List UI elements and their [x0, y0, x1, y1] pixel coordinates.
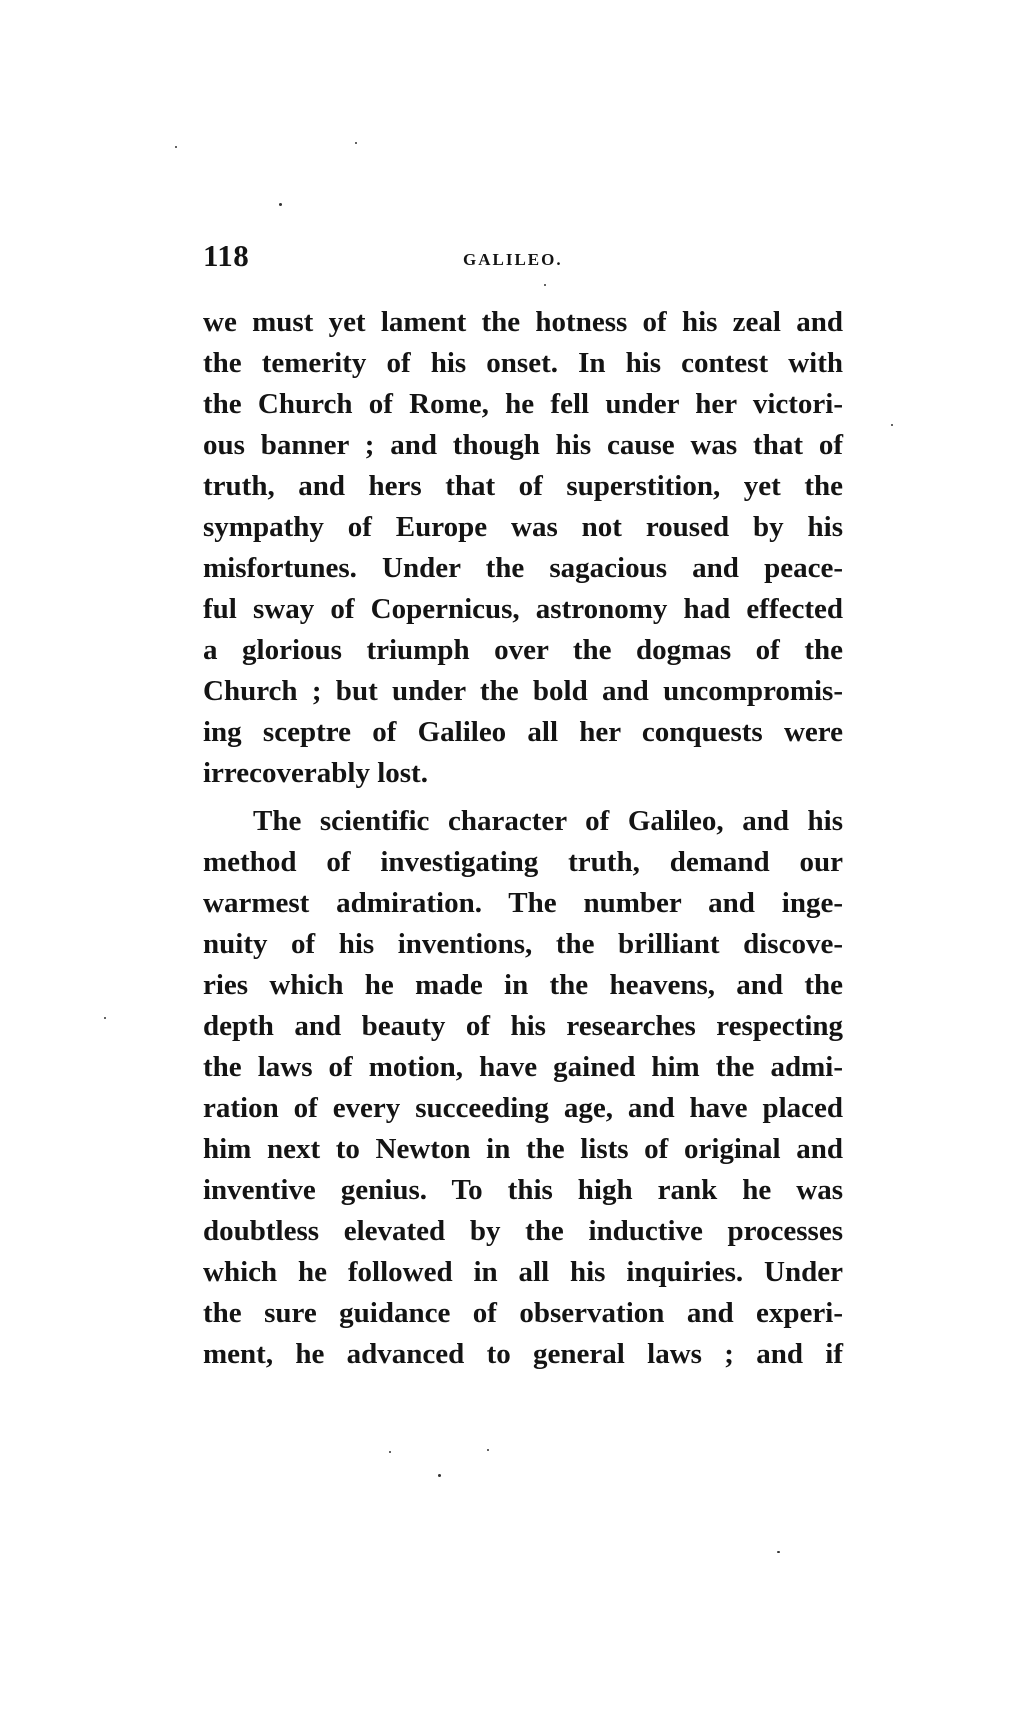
text-line: the sure guidance of observation and experi-	[203, 1297, 843, 1329]
text-line: the Church of Rome, he fell under her victori-	[203, 388, 843, 420]
scan-speck	[355, 142, 357, 144]
text-line: inventive genius. To this high rank he was	[203, 1174, 843, 1206]
text-line: which he followed in all his inquiries. Under	[203, 1256, 843, 1288]
text-line: ful sway of Copernicus, astronomy had effected	[203, 593, 843, 625]
text-line: depth and beauty of his researches respecting	[203, 1010, 843, 1042]
text-line: doubtless elevated by the inductive processes	[203, 1215, 843, 1247]
text-line: ous banner ; and though his cause was that of	[203, 429, 843, 461]
paragraph-1	[203, 302, 843, 794]
scan-speck	[544, 284, 546, 286]
text-line: ration of every succeeding age, and have placed	[203, 1092, 843, 1124]
paragraph-2	[203, 801, 843, 1375]
text-line: ing sceptre of Galileo all her conquests were	[203, 716, 843, 748]
text-line: method of investigating truth, demand our	[203, 846, 843, 878]
scan-speck	[438, 1474, 441, 1477]
text-line: irrecoverably lost.	[203, 757, 428, 789]
text-line: the temerity of his onset. In his contest with	[203, 347, 843, 379]
text-line: we must yet lament the hotness of his zeal and	[203, 306, 843, 338]
text-line: sympathy of Europe was not roused by his	[203, 511, 843, 543]
text-line: the laws of motion, have gained him the admi-	[203, 1051, 843, 1083]
text-line: misfortunes. Under the sagacious and peace-	[203, 552, 843, 584]
text-line: him next to Newton in the lists of original and	[203, 1133, 843, 1165]
text-line: The scientific character of Galileo, and his	[253, 805, 843, 837]
scan-speck	[389, 1451, 391, 1453]
text-line: truth, and hers that of superstition, yet the	[203, 470, 843, 502]
text-line: ries which he made in the heavens, and the	[203, 969, 843, 1001]
body-text	[203, 302, 843, 1375]
scan-speck	[279, 203, 282, 206]
scan-speck	[777, 1551, 780, 1553]
page-header	[203, 238, 843, 278]
text-line: a glorious triumph over the dogmas of the	[203, 634, 843, 666]
text-line: ment, he advanced to general laws ; and if	[203, 1338, 843, 1370]
running-head: GALILEO.	[463, 250, 563, 269]
scan-speck	[104, 1017, 106, 1019]
scan-speck	[487, 1449, 489, 1451]
text-line: Church ; but under the bold and uncompromis-	[203, 675, 843, 707]
page-number: 118	[203, 238, 250, 273]
text-line: warmest admiration. The number and inge-	[203, 887, 843, 919]
scan-speck	[175, 146, 177, 148]
text-line: nuity of his inventions, the brilliant discove-	[203, 928, 843, 960]
scan-speck	[891, 424, 893, 426]
